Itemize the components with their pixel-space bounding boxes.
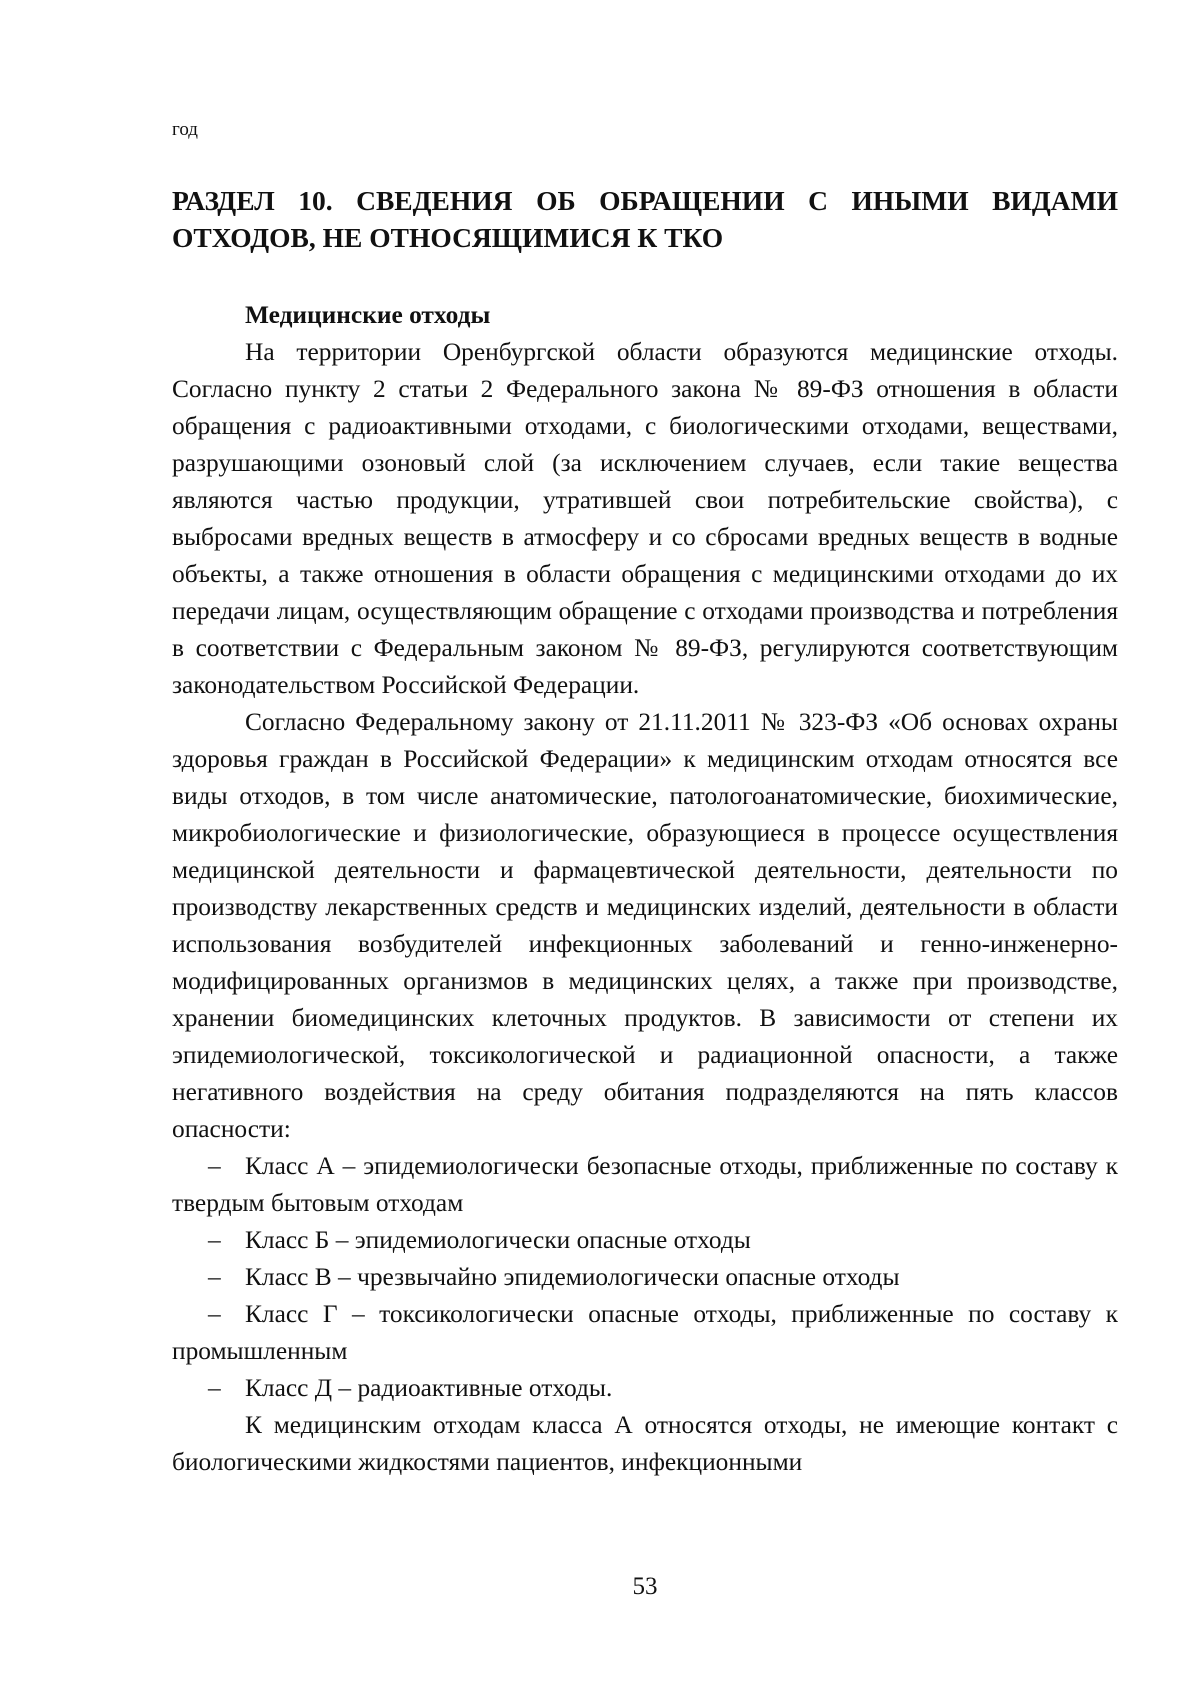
dash-marker: – bbox=[208, 1226, 221, 1254]
paragraph: На территории Оренбургской области образуются медицинские отходы. Согласно пункту 2 статьи 2 Федерального закона № 89-ФЗ отношения в области обращения с радиоактивными отходами, с биологическими отходами, веществами, разрушающими озоновый слой (за исключением случаев, если такие вещества являются частью продукции, утратившей свои потребительские свойства), с выбросами вредных веществ в атмосферу и со сбросами вредных веществ в водные объекты, а также отношения в области обращения с медицинскими отходами до их передачи лицам, осуществляющим обращение с отходами производства и потребления в соответствии с Федеральным законом № 89-ФЗ, регулируются соответствующим законодательством Российской Федерации. bbox=[172, 338, 1118, 699]
dash-marker: – bbox=[208, 1374, 221, 1402]
list-item-text: Класс В – чрезвычайно эпидемиологически опасные отходы bbox=[245, 1263, 900, 1291]
running-head: год bbox=[172, 119, 198, 140]
list-item bbox=[172, 1222, 1118, 1259]
list-item-text: Класс Г – токсикологически опасные отходы, приближенные по составу к промышленным bbox=[172, 1300, 1118, 1365]
list-item bbox=[172, 1148, 1118, 1222]
paragraph: К медицинским отходам класса А относятся отходы, не имеющие контакт с биологическими жидкостями пациентов, инфекционными bbox=[172, 1411, 1118, 1476]
page-content bbox=[172, 297, 1118, 1481]
list-item bbox=[172, 1370, 1118, 1407]
paragraph: Согласно Федеральному закону от 21.11.2011 № 323-ФЗ «Об основах охраны здоровья граждан в Российской Федерации» к медицинским отходам относятся все виды отходов, в том числе анатомические, патологоанатомические, биохимические, микробиологические и физиологические, образующиеся в процессе осуществления медицинской деятельности и фармацевтической деятельности, деятельности по производству лекарственных средств и медицинских изделий, деятельности в области использования возбудителей инфекционных заболеваний и генно-инженерно-модифицированных организмов в медицинских целях, а также при производстве, хранении биомедицинских клеточных продуктов. В зависимости от степени их эпидемиологической, токсикологической и радиационной опасности, а также негативного воздействия на среду обитания подразделяются на пять классов опасности: bbox=[172, 708, 1118, 1143]
document-page bbox=[172, 0, 1118, 1696]
dash-marker: – bbox=[208, 1300, 221, 1328]
dash-marker: – bbox=[208, 1152, 221, 1180]
list-item-text: Класс А – эпидемиологически безопасные отходы, приближенные по составу к твердым бытовым отходам bbox=[172, 1152, 1118, 1217]
page-number: 53 bbox=[632, 1573, 658, 1600]
list-item bbox=[172, 1259, 1118, 1296]
list-item-text: Класс Д – радиоактивные отходы. bbox=[245, 1374, 613, 1402]
hazard-class-list bbox=[172, 1148, 1118, 1407]
subheading: Медицинские отходы bbox=[245, 301, 491, 329]
dash-marker: – bbox=[208, 1263, 221, 1291]
list-item-text: Класс Б – эпидемиологически опасные отходы bbox=[245, 1226, 751, 1254]
section-title: РАЗДЕЛ 10. СВЕДЕНИЯ ОБ ОБРАЩЕНИИ С ИНЫМИ ВИДАМИ ОТХОДОВ, НЕ ОТНОСЯЩИМИСЯ К ТКО bbox=[172, 185, 1118, 253]
list-item bbox=[172, 1296, 1118, 1370]
